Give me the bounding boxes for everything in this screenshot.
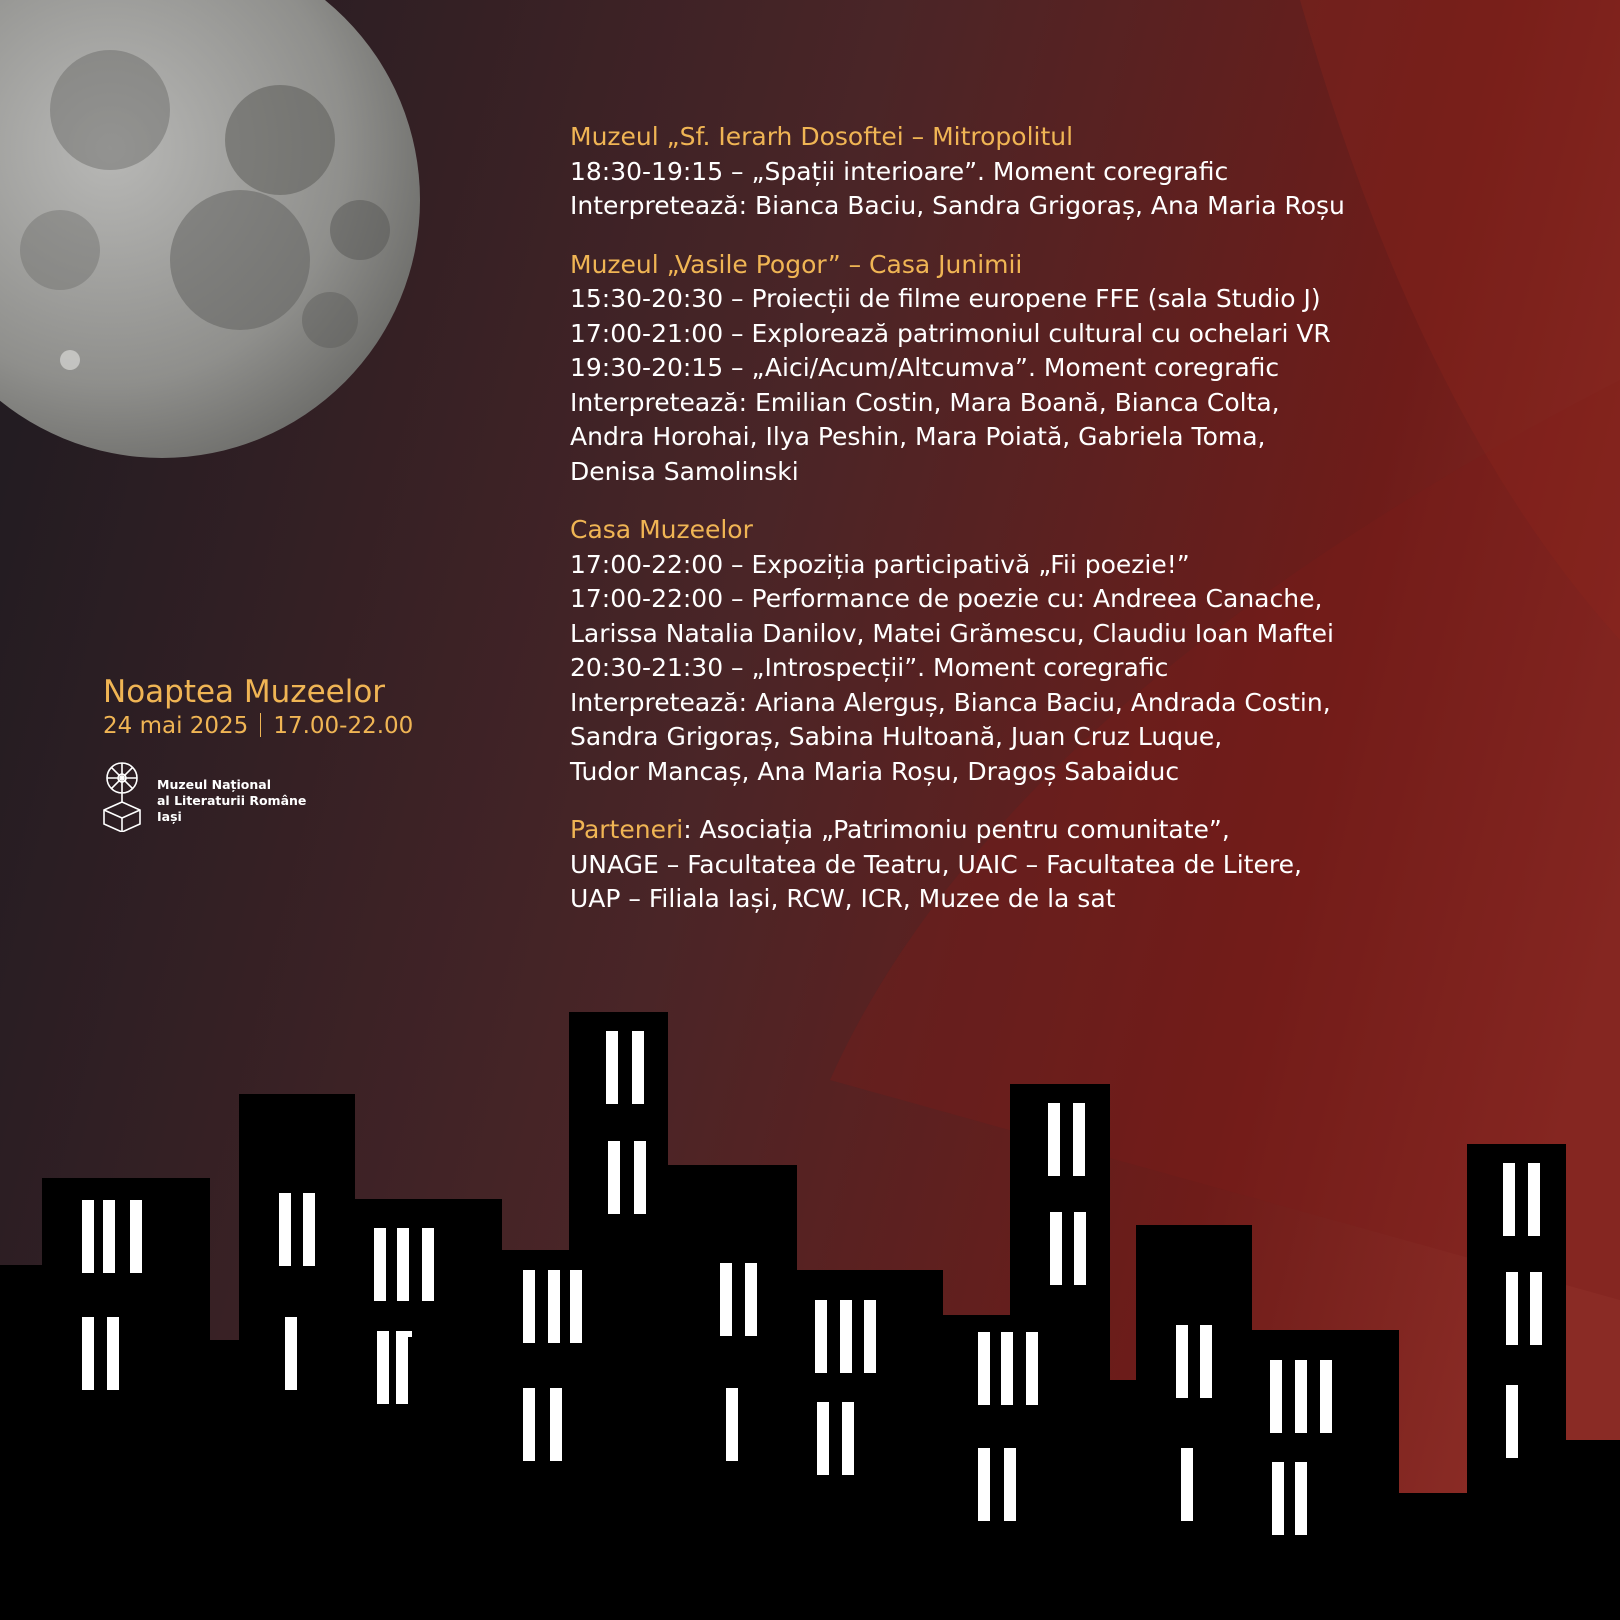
partners-text: : Asociația „Patrimoniu pentru comunitate”,: [683, 815, 1230, 844]
organizer-line: Iași: [157, 809, 182, 824]
program-list: [570, 120, 1345, 941]
program-line: 20:30-21:30 – „Introspecții”. Moment coregrafic: [570, 653, 1169, 682]
venue-title: Casa Muzeelor: [570, 515, 753, 544]
partners-block: [570, 813, 1345, 917]
program-line: Interpretează: Emilian Costin, Mara Boană, Bianca Colta,: [570, 387, 1280, 417]
partners-line: UNAGE – Facultatea de Teatru, UAIC – Facultatea de Litere,: [570, 849, 1302, 879]
partners-first-line: [570, 813, 1345, 848]
program-line: Tudor Mancaș, Ana Maria Roșu, Dragoș Sabaiduc: [570, 756, 1180, 786]
organizer-line: al Literaturii Române: [157, 793, 307, 808]
organizer-name: [157, 777, 306, 825]
event-hours: 17.00-22.00: [273, 713, 414, 739]
venue-block-casa-muzeelor: [570, 513, 1345, 789]
program-line: Interpretează: Bianca Baciu, Sandra Grigoraș, Ana Maria Roșu: [570, 191, 1345, 220]
program-line: Denisa Samolinski: [570, 456, 799, 486]
program-line: Andra Horohai, Ilya Peshin, Mara Poiată, Gabriela Toma,: [570, 422, 1266, 451]
venue-title: Muzeul „Vasile Pogor” – Casa Junimii: [570, 249, 1023, 279]
program-line: Larissa Natalia Danilov, Matei Grămescu, Claudiu Ioan Maftei: [570, 618, 1334, 648]
program-line: 17:00-22:00 – Expoziția participativă „Fii poezie!”: [570, 549, 1190, 579]
program-line: 19:30-20:15 – „Aici/Acum/Altcumva”. Moment coregrafic: [570, 353, 1280, 382]
organizer-line: Muzeul Național: [157, 777, 271, 792]
partners-label: Parteneri: [570, 815, 684, 844]
museum-logo-icon: [102, 762, 142, 832]
venue-title: Muzeul „Sf. Ierarh Dosoftei – Mitropolitul: [570, 122, 1074, 151]
program-line: Interpretează: Ariana Alerguș, Bianca Baciu, Andrada Costin,: [570, 687, 1331, 717]
program-line: Sandra Grigoraș, Sabina Hultoană, Juan Cruz Luque,: [570, 722, 1223, 751]
program-line: 15:30-20:30 – Proiecții de filme europene FFE (sala Studio J): [570, 284, 1321, 313]
partners-line: UAP – Filiala Iași, RCW, ICR, Muzee de la sat: [570, 884, 1116, 913]
event-date-time: [103, 713, 413, 739]
program-line: 18:30-19:15 – „Spații interioare”. Moment coregrafic: [570, 156, 1229, 186]
event-title: Noaptea Muzeelor: [103, 674, 386, 710]
date-separator: [260, 713, 261, 737]
program-line: 17:00-21:00 – Explorează patrimoniul cultural cu ochelari VR: [570, 318, 1331, 348]
venue-block-pogor: [570, 248, 1345, 490]
venue-block-dosoftei: [570, 120, 1345, 224]
event-date: 24 mai 2025: [103, 713, 249, 739]
program-line: 17:00-22:00 – Performance de poezie cu: Andreea Canache,: [570, 584, 1323, 613]
